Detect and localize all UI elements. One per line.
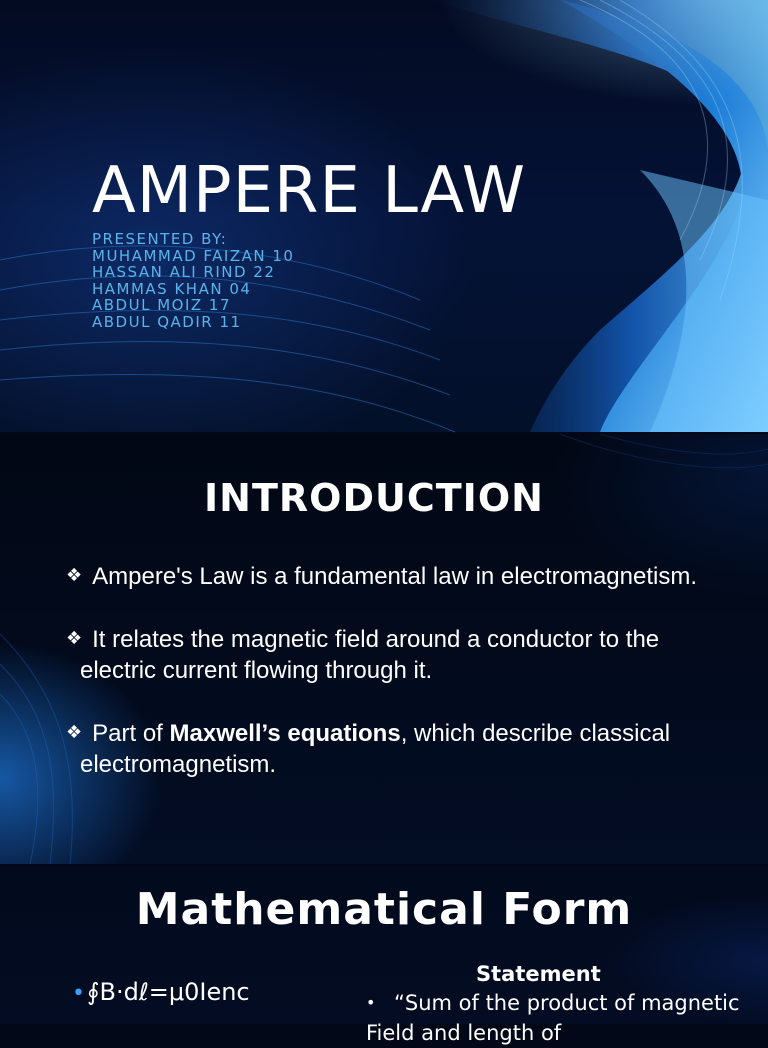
ampere-formula: ∮B·dℓ=μ0Ienc — [86, 978, 250, 1006]
bullet-text-bold: Maxwell’s equations — [169, 720, 401, 747]
slide-title: AMPERE LAW — [92, 154, 526, 228]
mathematical-form-heading: Mathematical Form — [135, 884, 633, 935]
bullet-text-prefix: Part of — [92, 720, 170, 747]
bullet-text: It relates the magnetic field around a conductor to the electric current flowing through it. — [80, 626, 660, 684]
bullet-text: Ampere's Law is a fundamental law in electromagnetism. — [92, 563, 698, 590]
introduction-heading: INTRODUCTION — [204, 476, 544, 520]
title-slide — [0, 0, 768, 432]
bullet-item — [66, 560, 726, 592]
statement-bullet — [366, 988, 756, 1048]
introduction-bullet-list — [66, 560, 726, 811]
presenter-name: ABDUL MOIZ 17 — [92, 296, 232, 314]
bullet-dot-icon: • — [366, 993, 376, 1012]
statement-heading: Statement — [476, 962, 601, 986]
statement-text: “Sum of the product of magnetic Field and length of — [366, 991, 740, 1045]
bullet-item — [66, 717, 726, 780]
presenter-name: HAMMAS KHAN 04 — [92, 279, 252, 298]
bullet-dot-icon: • — [72, 981, 85, 1006]
diamond-bullet-icon: ❖ — [66, 628, 83, 649]
formula-line — [72, 978, 250, 1006]
presenters-heading: PRESENTED BY: — [92, 230, 228, 248]
presenter-name: HASSAN ALI RIND 22 — [92, 263, 276, 281]
presenter-name: ABDUL QADIR 11 — [92, 312, 242, 331]
presenter-name: MUHAMMAD FAIZAN 10 — [92, 246, 295, 265]
bullet-text-suffix: , which describe classical electromagnetism. — [80, 720, 671, 778]
mathematical-form-slide — [0, 866, 768, 1045]
introduction-slide — [0, 434, 768, 864]
bullet-item — [66, 623, 726, 686]
presenters-block — [92, 231, 294, 330]
diamond-bullet-icon: ❖ — [66, 722, 83, 743]
diamond-bullet-icon: ❖ — [66, 565, 83, 586]
